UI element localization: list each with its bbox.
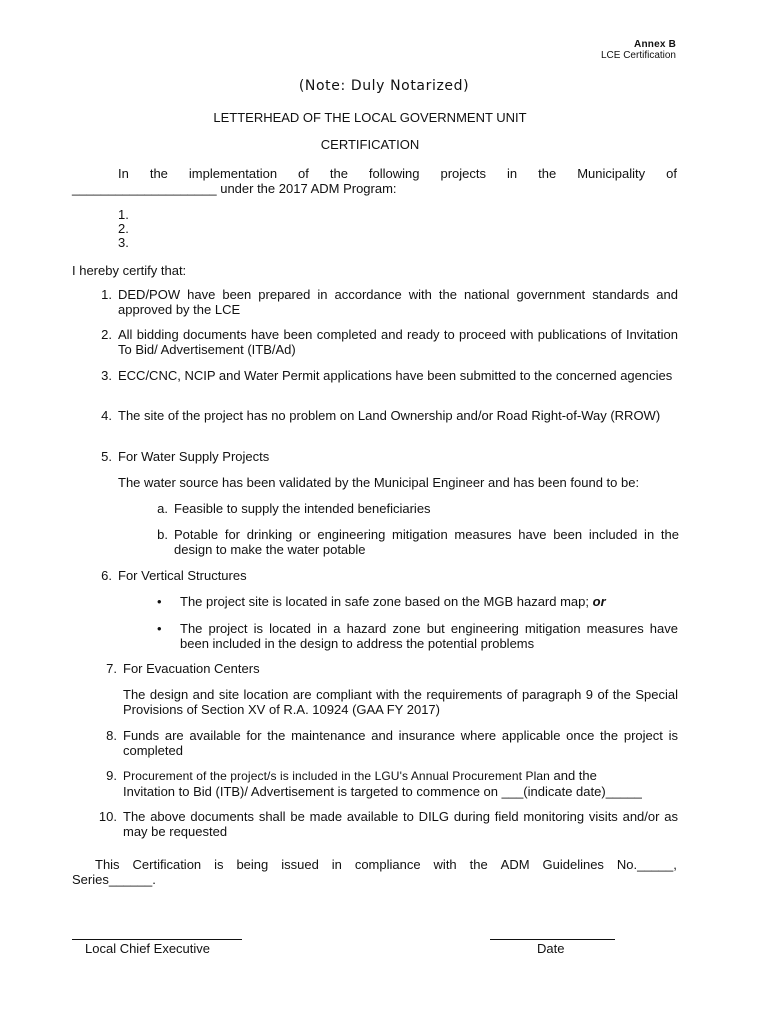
word: ADM [500, 857, 530, 872]
annex-header [601, 39, 676, 61]
list-item: 8. Funds are available for the maintenance and insurance where applicable once the project is completed [106, 728, 678, 758]
word: in [331, 857, 342, 872]
list-item: 9. Procurement of the project/s is included in the LGU's Annual Procurement Plan and the Invitation to Bid (ITB)/ Advertisement is targeted to commence on ___(indicate date)_____ [106, 768, 642, 799]
vertical-bullet-2: The project is located in a hazard zone but engineering mitigation measures have been included in the design to address the potential problems [180, 621, 678, 651]
certification-heading: CERTIFICATION [320, 137, 420, 152]
signature-label-lce: Local Chief Executive [85, 941, 211, 956]
word: is [214, 857, 224, 872]
word: with [433, 857, 457, 872]
word: following [368, 166, 420, 181]
sub-item-b: b. Potable for drinking or engineering mitigation measures have been included in the design to make the water potable [157, 527, 679, 557]
word: No._____, [616, 857, 677, 872]
annex-subtitle: LCE Certification [600, 50, 676, 61]
water-lead: The water source has been validated by the Municipal Engineer and has been found to be: [118, 475, 640, 490]
word: projects [440, 166, 487, 181]
word: compliance [354, 857, 421, 872]
word: the [538, 166, 557, 181]
word: in [507, 166, 518, 181]
list-item: 5. For Water Supply Projects [101, 449, 270, 464]
list-item: 4. The site of the project has no problem on Land Ownership and/or Road Right-of-Way (RROW) [101, 408, 661, 423]
word: In [118, 166, 129, 181]
list-item: 3. ECC/CNC, NCIP and Water Permit applications have been submitted to the concerned agencies [101, 368, 673, 383]
list-item: 6. For Vertical Structures [101, 568, 247, 583]
list-item: 1. DED/POW have been prepared in accordance with the national government standards and approved by the LCE [101, 287, 678, 317]
word: the [149, 166, 168, 181]
list-item: 10. The above documents shall be made available to DILG during field monitoring visits and/or as may be requested [98, 809, 678, 839]
closing-line-1 [95, 857, 677, 872]
list-item: 2. All bidding documents have been completed and ready to proceed with publications of Invitation To Bid/ Advertisement (ITB/Ad) [101, 327, 678, 357]
word: implementation [188, 166, 278, 181]
blank-list-2: 2. [118, 221, 129, 236]
blank-list-1: 1. [118, 207, 129, 222]
bullet-icon: • [157, 594, 162, 609]
list-item: 7. For Evacuation Centers [106, 661, 260, 676]
word: of [666, 166, 677, 181]
signature-label-date: Date [537, 941, 565, 956]
certify-lead: I hereby certify that: [72, 263, 187, 278]
vertical-bullet-1: The project site is located in safe zone based on the MGB hazard map; or [180, 594, 606, 609]
evac-text: The design and site location are compliant with the requirements of paragraph 9 of the Special Provisions of Section XV of R.A. 10924 (GAA FY 2017) [123, 687, 678, 717]
signature-line-date [490, 939, 615, 940]
intro-line-1 [118, 166, 677, 181]
word: the [329, 166, 348, 181]
closing-line-2: Series______. [72, 872, 156, 887]
word: Municipality [577, 166, 646, 181]
sub-item-a: a. Feasible to supply the intended beneficiaries [157, 501, 431, 516]
word: Certification [132, 857, 202, 872]
annex-title: Annex B [634, 39, 676, 50]
word: of [298, 166, 309, 181]
signature-line-lce [72, 939, 242, 940]
notarized-note: (Note: Duly Notarized) [298, 78, 470, 94]
word: issued [281, 857, 319, 872]
word: Guidelines [542, 857, 604, 872]
blank-list-3: 3. [118, 235, 129, 250]
intro-line-2: ____________________ under the 2017 ADM Program: [72, 181, 397, 196]
word: being [236, 857, 269, 872]
letterhead: LETTERHEAD OF THE LOCAL GOVERNMENT UNIT [213, 110, 527, 125]
bullet-icon: • [157, 621, 162, 636]
word: the [469, 857, 488, 872]
word: This [95, 857, 120, 872]
